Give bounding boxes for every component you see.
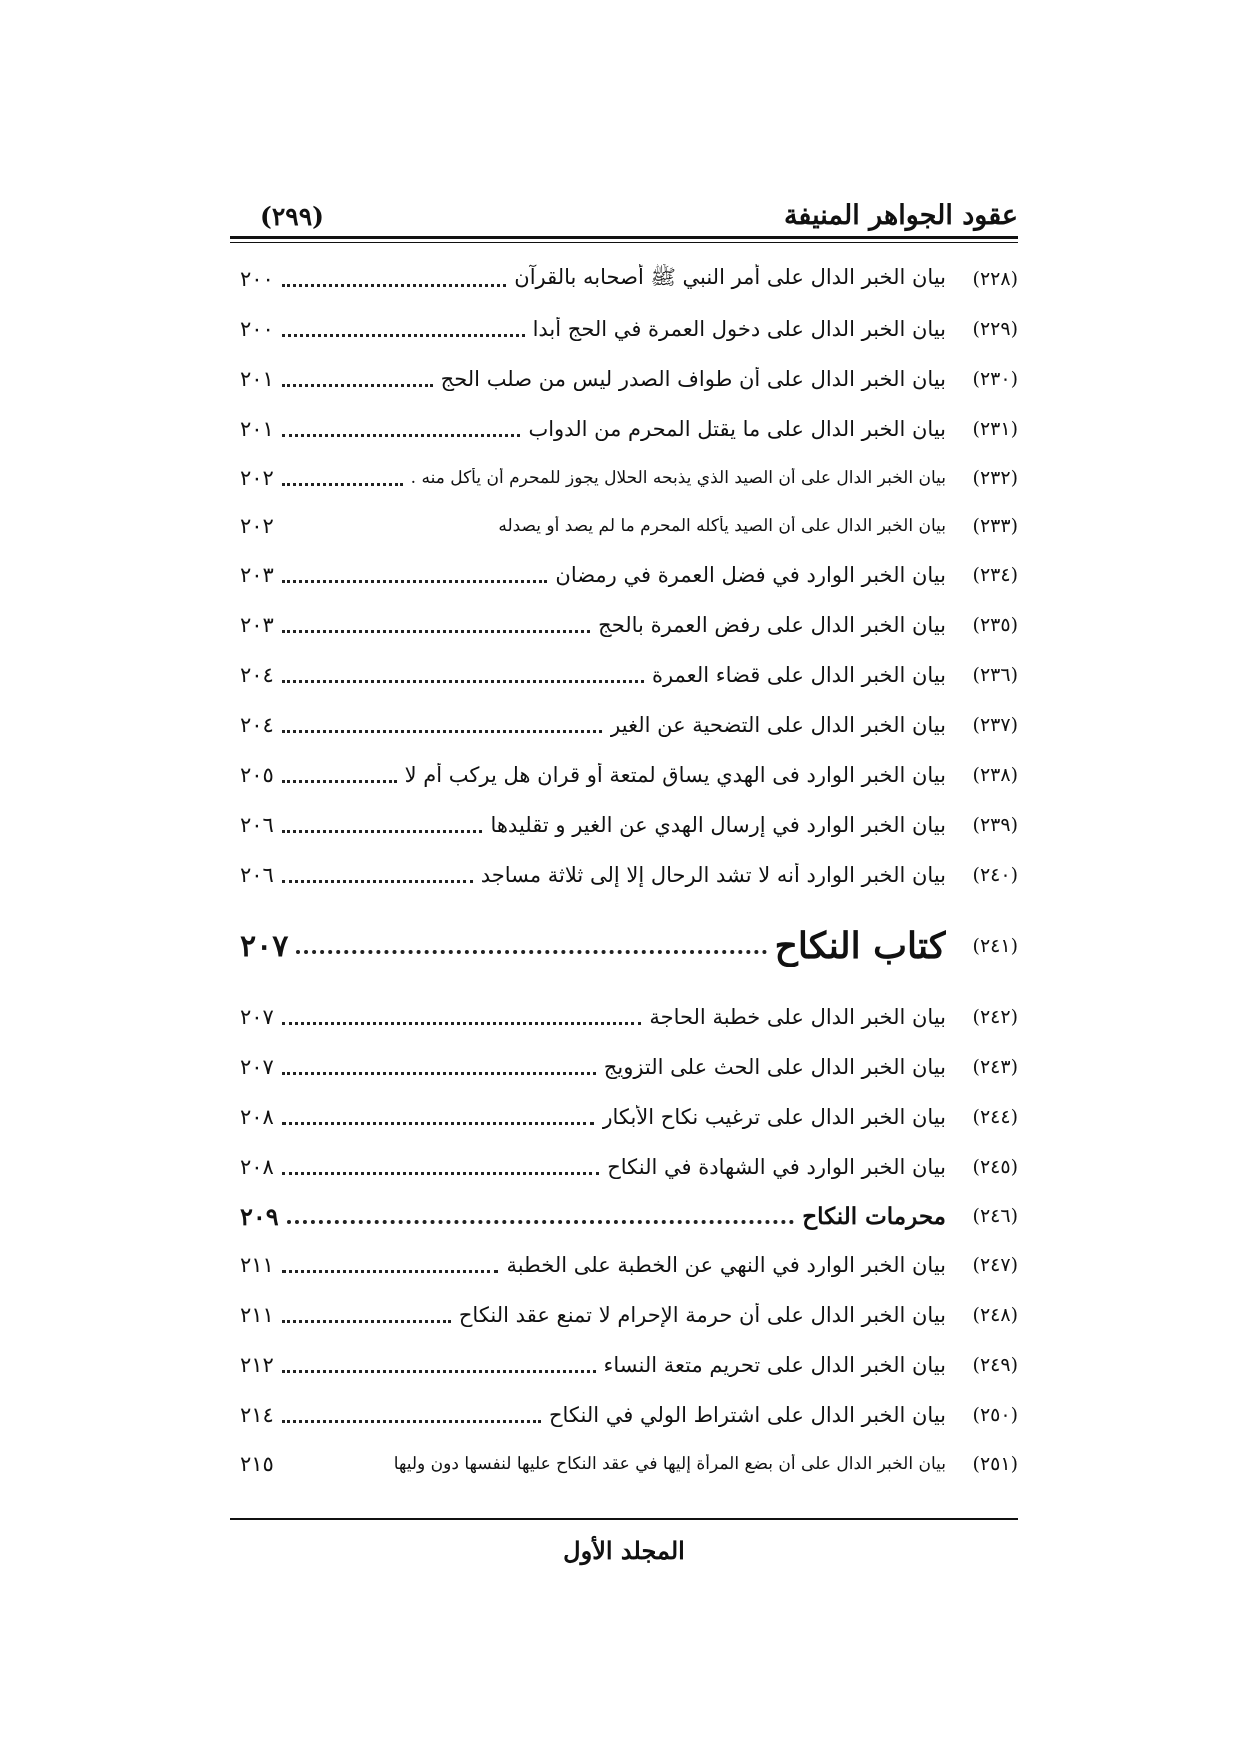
entry-page-number: ٢٠٨: [240, 1155, 274, 1179]
dot-leader: [282, 880, 473, 883]
toc-entry-row: [240, 304, 1018, 354]
entry-title: بيان الخبر الدال على الحث على التزويج: [603, 1055, 946, 1079]
entry-page-number: ٢٠٧: [240, 1005, 274, 1029]
entry-number: (٢٢٩): [972, 318, 1018, 340]
toc-entry-row: [240, 1340, 1018, 1390]
entry-number: (٢٥٠): [972, 1404, 1018, 1426]
toc-entry-row: [240, 502, 1018, 550]
footer-rule: [230, 1518, 1018, 1520]
toc-entry-row: [240, 454, 1018, 502]
entry-title: بيان الخبر الدال على قضاء العمرة: [651, 663, 946, 687]
dot-leader: [282, 334, 525, 337]
entry-number: (٢٤٧): [972, 1254, 1018, 1276]
entry-title: محرمات النكاح: [802, 1202, 946, 1230]
entry-number: (٢٤٢): [972, 1006, 1018, 1028]
entry-title: بيان الخبر الدال على أن الصيد الذي يذبحه الحلال يجوز للمحرم أن يأكل منه .: [410, 468, 946, 488]
entry-title: بيان الخبر الوارد في الشهادة في النكاح: [607, 1155, 946, 1179]
entry-title: بيان الخبر الدال على رفض العمرة بالحج: [598, 613, 946, 637]
entry-title: بيان الخبر الدال على خطبة الحاجة: [649, 1005, 946, 1029]
entry-page-number: ٢٠١: [240, 417, 274, 441]
toc-entry-row: [240, 1240, 1018, 1290]
dot-leader: [282, 730, 602, 733]
entry-number: (٢٤٤): [972, 1106, 1018, 1128]
dot-leader: [282, 384, 433, 387]
entry-page-number: ٢٠٢: [240, 514, 274, 538]
table-of-contents: [240, 254, 1018, 1488]
entry-page-number: ٢٠٥: [240, 763, 274, 787]
toc-entry-row: [240, 1092, 1018, 1142]
dot-leader: [282, 1172, 599, 1175]
page-number: (٢٩٩): [260, 202, 324, 231]
entry-page-number: ٢٠٠: [240, 267, 274, 291]
toc-entry-row: [240, 750, 1018, 800]
toc-entry-row: [240, 1290, 1018, 1340]
dot-leader: [282, 630, 590, 633]
toc-entry-row: [240, 1390, 1018, 1440]
dot-leader: [282, 830, 483, 833]
toc-entry-row: [240, 550, 1018, 600]
entry-page-number: ٢٠٦: [240, 813, 274, 837]
entry-title: بيان الخبر الدال على التضحية عن الغير: [610, 713, 946, 737]
entry-title: بيان الخبر الوارد في فضل العمرة في رمضان: [555, 563, 946, 587]
entry-title: بيان الخبر الدال على اشتراط الولي في النكاح: [548, 1403, 946, 1427]
entry-title: بيان الخبر الوارد في النهي عن الخطبة على الخطبة: [506, 1253, 946, 1277]
dot-leader: [282, 434, 521, 437]
toc-section-row: [240, 1192, 1018, 1240]
entry-number: (٢٤٥): [972, 1156, 1018, 1178]
toc-entry-row: [240, 992, 1018, 1042]
entry-page-number: ٢٠٧: [240, 928, 289, 964]
dot-leader: [282, 680, 644, 683]
volume-label: المجلد الأول: [563, 1536, 685, 1565]
entry-page-number: ٢٠٨: [240, 1105, 274, 1129]
toc-chapter-row: [240, 900, 1018, 992]
entry-page-number: ٢١٢: [240, 1353, 274, 1377]
toc-entry-row: [240, 700, 1018, 750]
entry-page-number: ٢٠٩: [240, 1201, 279, 1231]
dot-leader: [296, 950, 766, 954]
entry-number: (٢٤٠): [972, 864, 1018, 886]
entry-page-number: ٢١١: [240, 1253, 274, 1277]
toc-entry-row: [240, 1440, 1018, 1488]
toc-entry-row: [240, 1042, 1018, 1092]
toc-entry-row: [240, 1142, 1018, 1192]
dot-leader: [282, 1420, 541, 1423]
dot-leader: [282, 580, 548, 583]
book-title: عقود الجواهر المنيفة: [783, 200, 1018, 231]
entry-number: (٢٤٦): [972, 1205, 1018, 1227]
header-rule-thin: [230, 242, 1018, 243]
document-page: [230, 180, 1018, 1600]
entry-number: (٢٤٨): [972, 1304, 1018, 1326]
entry-number: (٢٤٩): [972, 1354, 1018, 1376]
entry-page-number: ٢٠٣: [240, 613, 274, 637]
dot-leader: [282, 1022, 642, 1025]
entry-number: (٢٤٣): [972, 1056, 1018, 1078]
toc-entry-row: [240, 600, 1018, 650]
entry-number: (٢٣٥): [972, 614, 1018, 636]
toc-entry-row: [240, 404, 1018, 454]
entry-page-number: ٢٠٢: [240, 466, 274, 490]
entry-title: كتاب النكاح: [774, 925, 946, 967]
dot-leader: [282, 284, 506, 287]
entry-page-number: ٢١١: [240, 1303, 274, 1327]
entry-title: بيان الخبر الدال على ترغيب نكاح الأبكار: [602, 1105, 946, 1129]
entry-title: بيان الخبر الدال على أن طواف الصدر ليس من صلب الحج: [440, 367, 946, 391]
entry-title: بيان الخبر الدال على أن بضع المرأة إليها في عقد النكاح عليها لنفسها دون وليها: [393, 1454, 946, 1474]
entry-title: بيان الخبر الوارد أنه لا تشد الرحال إلا إلى ثلاثة مساجد: [480, 863, 946, 887]
toc-entry-row: [240, 354, 1018, 404]
entry-number: (٢٤١): [972, 935, 1018, 957]
toc-entry-row: [240, 650, 1018, 700]
entry-number: (٢٣٦): [972, 664, 1018, 686]
entry-number: (٢٣١): [972, 418, 1018, 440]
entry-page-number: ٢١٥: [240, 1452, 274, 1476]
entry-page-number: ٢١٤: [240, 1403, 274, 1427]
entry-number: (٢٣٩): [972, 814, 1018, 836]
toc-entry-row: [240, 254, 1018, 304]
dot-leader: [282, 483, 403, 486]
entry-page-number: ٢٠٦: [240, 863, 274, 887]
entry-number: (٢٣٧): [972, 714, 1018, 736]
entry-page-number: ٢٠٧: [240, 1055, 274, 1079]
entry-page-number: ٢٠١: [240, 367, 274, 391]
entry-title: بيان الخبر الدال على تحريم متعة النساء: [603, 1353, 946, 1377]
entry-title: بيان الخبر الوارد في إرسال الهدي عن الغير و تقليدها: [490, 813, 946, 837]
entry-page-number: ٢٠٤: [240, 713, 274, 737]
entry-title: بيان الخبر الدال على دخول العمرة في الحج أبدا: [532, 317, 946, 341]
dot-leader: [282, 1122, 594, 1125]
page-header: [230, 180, 1018, 235]
dot-leader: [282, 780, 397, 783]
toc-entry-row: [240, 800, 1018, 850]
entry-page-number: ٢٠٤: [240, 663, 274, 687]
entry-number: (٢٣٢): [972, 467, 1018, 489]
toc-entry-row: [240, 850, 1018, 900]
dot-leader: [287, 1220, 795, 1224]
entry-title: بيان الخبر الدال على أن الصيد يأكله المحرم ما لم يصد أو يصدله: [498, 516, 946, 536]
entry-title: بيان الخبر الدال على ما يقتل المحرم من الدواب: [528, 417, 946, 441]
entry-number: (٢٣٠): [972, 368, 1018, 390]
entry-number: (٢٢٨): [972, 268, 1018, 290]
entry-title: بيان الخبر الدال على أن حرمة الإحرام لا تمنع عقد النكاح: [458, 1303, 946, 1327]
entry-number: (٢٣٨): [972, 764, 1018, 786]
entry-page-number: ٢٠٣: [240, 563, 274, 587]
entry-page-number: ٢٠٠: [240, 317, 274, 341]
entry-number: (٢٣٤): [972, 564, 1018, 586]
dot-leader: [282, 1270, 499, 1273]
dot-leader: [282, 1370, 596, 1373]
entry-number: (٢٥١): [972, 1453, 1018, 1475]
entry-title: بيان الخبر الدال على أمر النبي ﷺ أصحابه بالقرآن: [514, 264, 946, 289]
dot-leader: [282, 1320, 451, 1323]
entry-title: بيان الخبر الوارد فى الهدي يساق لمتعة أو قران هل يركب أم لا: [404, 763, 946, 787]
dot-leader: [282, 1072, 596, 1075]
header-rule-thick: [230, 236, 1018, 239]
entry-number: (٢٣٣): [972, 515, 1018, 537]
